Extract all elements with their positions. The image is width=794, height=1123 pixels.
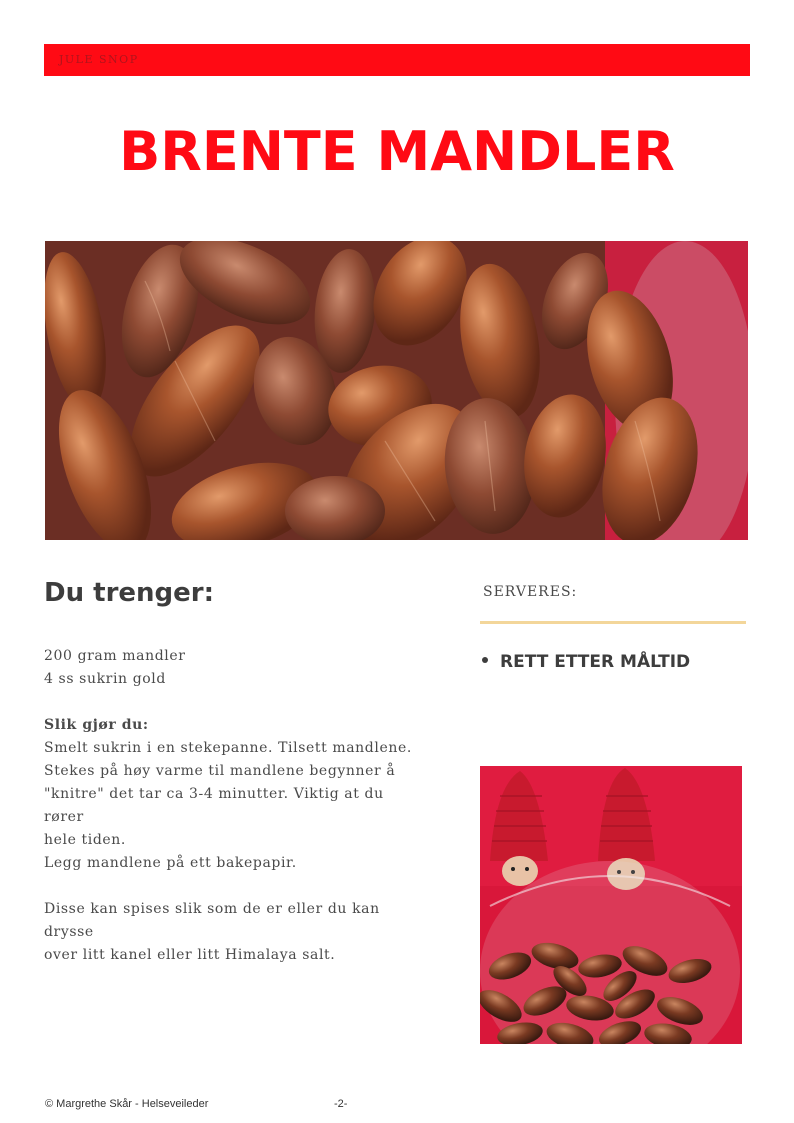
recipe-title: BRENTE MANDLER — [119, 120, 675, 183]
category-label: JULE SNOP — [59, 53, 139, 66]
serving-divider — [480, 621, 746, 624]
serving-label: SERVERES: — [483, 584, 578, 600]
ingredient-item: 200 gram mandler — [44, 648, 186, 664]
ingredients-heading: Du trenger: — [44, 578, 215, 608]
serving-list — [482, 652, 690, 672]
tip-line: Disse kan spises slik som de er eller du kan drysse — [44, 901, 380, 940]
method-line: "knitre" det tar ca 3-4 minutter. Viktig at du rører — [44, 786, 384, 825]
hero-almonds-photo — [45, 241, 748, 540]
method-heading: Slik gjør du: — [44, 717, 149, 733]
serving-item — [482, 652, 690, 672]
method-line: hele tiden. — [44, 832, 126, 848]
method-line: Stekes på høy varme til mandlene begynner å — [44, 763, 396, 779]
side-photo — [480, 766, 742, 1044]
almonds-illustration — [45, 241, 748, 540]
elves-illustration — [480, 766, 742, 1044]
ingredient-item: 4 ss sukrin gold — [44, 671, 166, 687]
category-banner — [44, 44, 750, 76]
page-number: -2- — [334, 1098, 348, 1110]
spacer — [44, 691, 424, 714]
tip-line: over litt kanel eller litt Himalaya salt. — [44, 947, 336, 963]
ingredients-list — [44, 645, 424, 967]
bullet-icon — [482, 657, 488, 663]
method-line: Legg mandlene på ett bakepapir. — [44, 855, 297, 871]
method-line: Smelt sukrin i en stekepanne. Tilsett mandlene. — [44, 740, 412, 756]
spacer — [44, 875, 424, 898]
footer-copyright: © Margrethe Skår - Helseveileder — [45, 1098, 209, 1110]
serving-item-label: RETT ETTER MÅLTID — [500, 652, 691, 672]
